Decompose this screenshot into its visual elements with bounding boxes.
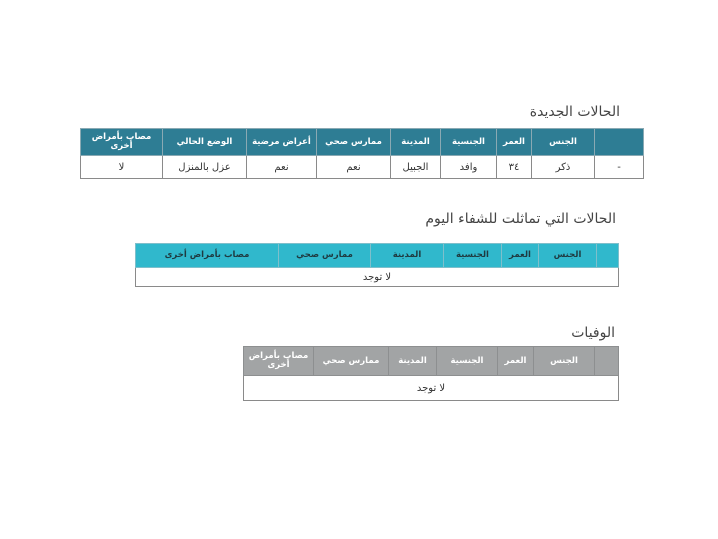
deaths-table — [243, 346, 619, 401]
table-header-row — [244, 347, 619, 376]
column-header: المدينة — [389, 347, 437, 376]
table-row — [81, 156, 644, 179]
table-cell: عزل بالمنزل — [163, 156, 247, 179]
column-header: العمر — [497, 129, 532, 156]
column-header: أعراض مرضية — [247, 129, 317, 156]
column-header: الجنسية — [441, 129, 497, 156]
column-header: الجنس — [532, 129, 595, 156]
column-header: مصاب بأمراض أخرى — [81, 129, 163, 156]
column-header: الجنس — [539, 244, 597, 268]
table-cell: ٣٤ — [497, 156, 532, 179]
table-cell: - — [595, 156, 644, 179]
column-header — [597, 244, 619, 268]
empty-message: لا توجد — [136, 268, 619, 287]
deaths-title: الوفيات — [571, 325, 615, 341]
column-header — [595, 129, 644, 156]
table-header-row — [136, 244, 619, 268]
column-header: ممارس صحي — [279, 244, 371, 268]
table-header-row — [81, 129, 644, 156]
table-cell: الجبيل — [391, 156, 441, 179]
table-cell: وافد — [441, 156, 497, 179]
column-header: العمر — [498, 347, 534, 376]
recovered-today-table — [135, 243, 619, 287]
new-cases-table — [80, 128, 644, 179]
recovered-today-title: الحالات التي تماثلت للشفاء اليوم — [425, 211, 616, 227]
column-header: الجنسية — [437, 347, 498, 376]
table-cell: نعم — [247, 156, 317, 179]
column-header: الجنسية — [444, 244, 502, 268]
column-header: الوضع الحالي — [163, 129, 247, 156]
column-header: المدينة — [371, 244, 444, 268]
table-cell: نعم — [317, 156, 391, 179]
column-header — [595, 347, 619, 376]
column-header: ممارس صحي — [317, 129, 391, 156]
empty-message: لا توجد — [244, 376, 619, 401]
column-header: العمر — [502, 244, 539, 268]
column-header: مصاب بأمراض أخرى — [244, 347, 314, 376]
column-header: الجنس — [534, 347, 595, 376]
new-cases-title: الحالات الجديدة — [529, 104, 620, 120]
column-header: ممارس صحي — [314, 347, 389, 376]
column-header: المدينة — [391, 129, 441, 156]
table-row — [244, 376, 619, 401]
table-cell: ذكر — [532, 156, 595, 179]
table-cell: لا — [81, 156, 163, 179]
column-header: مصاب بأمراض أخرى — [136, 244, 279, 268]
table-row — [136, 268, 619, 287]
